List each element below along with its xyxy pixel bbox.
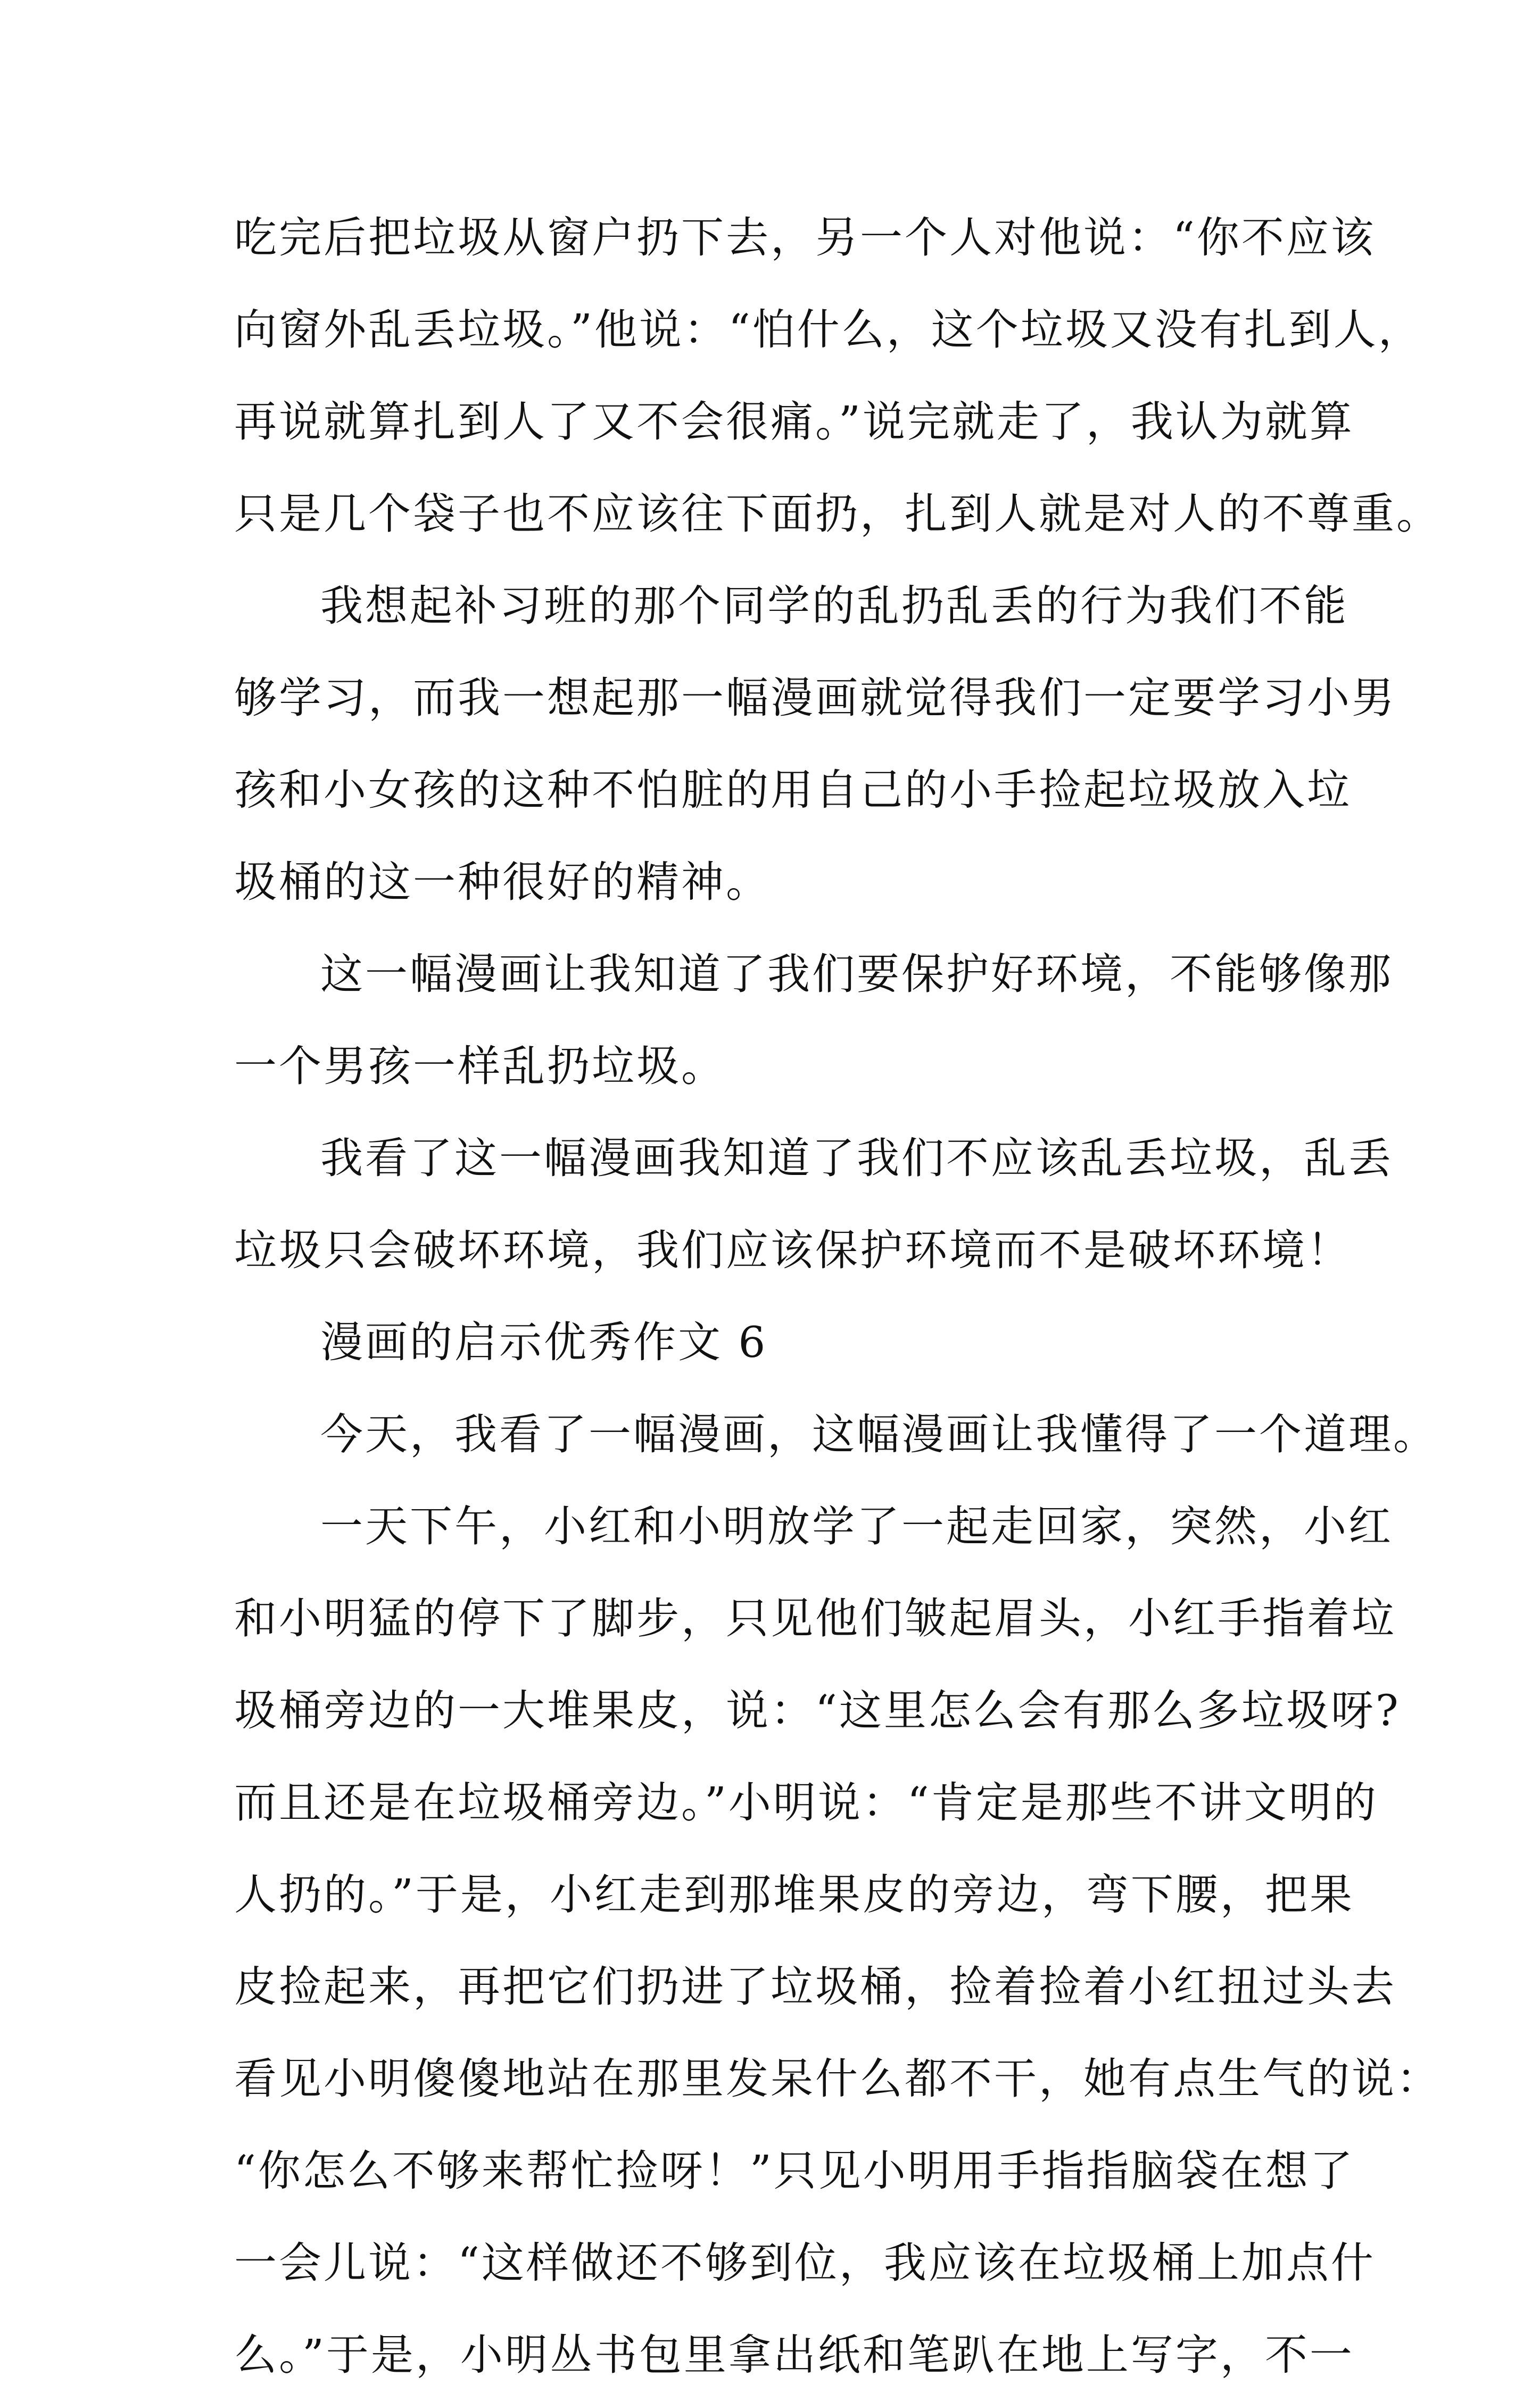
- text-line: 一会儿说：“这样做还不够到位，我应该在垃圾桶上加点什: [234, 2238, 1376, 2288]
- text-line: 皮捡起来，再把它们扔进了垃圾桶，捡着捡着小红扭过头去: [234, 1962, 1396, 2011]
- paragraph-start-line: 我想起补习班的那个同学的乱扔乱丢的行为我们不能: [320, 581, 1348, 631]
- text-line: 孩和小女孩的这种不怕脏的用自己的小手捡起垃圾放入垃: [234, 765, 1352, 815]
- text-line: 垃圾只会破坏环境，我们应该保护环境而不是破坏环境！: [234, 1226, 1352, 1275]
- text-line: 再说就算扎到人了又不会很痛。”说完就走了，我认为就算: [234, 397, 1354, 446]
- paragraph-start-line: 这一幅漫画让我知道了我们要保护好环境，不能够像那: [320, 949, 1393, 999]
- text-line: 只是几个袋子也不应该往下面扔，扎到人就是对人的不尊重。: [234, 489, 1441, 539]
- text-line: 么。”于是，小明丛书包里拿出纸和笔趴在地上写字，不一: [234, 2330, 1354, 2380]
- text-line: 圾桶旁边的一大堆果皮，说：“这里怎么会有那么多垃圾呀?: [234, 1686, 1401, 1735]
- text-line: 和小明猛的停下了脚步，只见他们皱起眉头，小红手指着垃: [234, 1594, 1396, 1643]
- paragraph-start-line: 一天下午，小红和小明放学了一起走回家，突然，小红: [320, 1502, 1393, 1551]
- document-body: [234, 192, 1441, 2401]
- text-line: 吃完后把垃圾从窗户扔下去，另一个人对他说：“你不应该: [234, 213, 1376, 262]
- text-line: 够学习，而我一想起那一幅漫画就觉得我们一定要学习小男: [234, 673, 1396, 723]
- text-line: 看见小明傻傻地站在那里发呆什么都不干，她有点生气的说：: [234, 2054, 1441, 2104]
- text-line: 人扔的。”于是，小红走到那堆果皮的旁边，弯下腰，把果: [234, 1870, 1354, 1919]
- paragraph-start-line: 我看了这一幅漫画我知道了我们不应该乱丢垃圾，乱丢: [320, 1133, 1393, 1183]
- text-line: 而且还是在垃圾桶旁边。”小明说：“肯定是那些不讲文明的: [234, 1778, 1378, 1827]
- text-line: 向窗外乱丢垃圾。”他说：“怕什么，这个垃圾又没有扎到人，: [234, 305, 1423, 354]
- section-heading: 漫画的启示优秀作文 6: [320, 1318, 768, 1367]
- text-line: 圾桶的这一种很好的精神。: [234, 857, 771, 907]
- text-line: “你怎么不够来帮忙捡呀！”只见小明用手指指脑袋在想了: [234, 2146, 1355, 2196]
- text-line: 一个男孩一样乱扔垃圾。: [234, 1041, 726, 1091]
- paragraph-start-line: 今天，我看了一幅漫画，这幅漫画让我懂得了一个道理。: [320, 1410, 1438, 1459]
